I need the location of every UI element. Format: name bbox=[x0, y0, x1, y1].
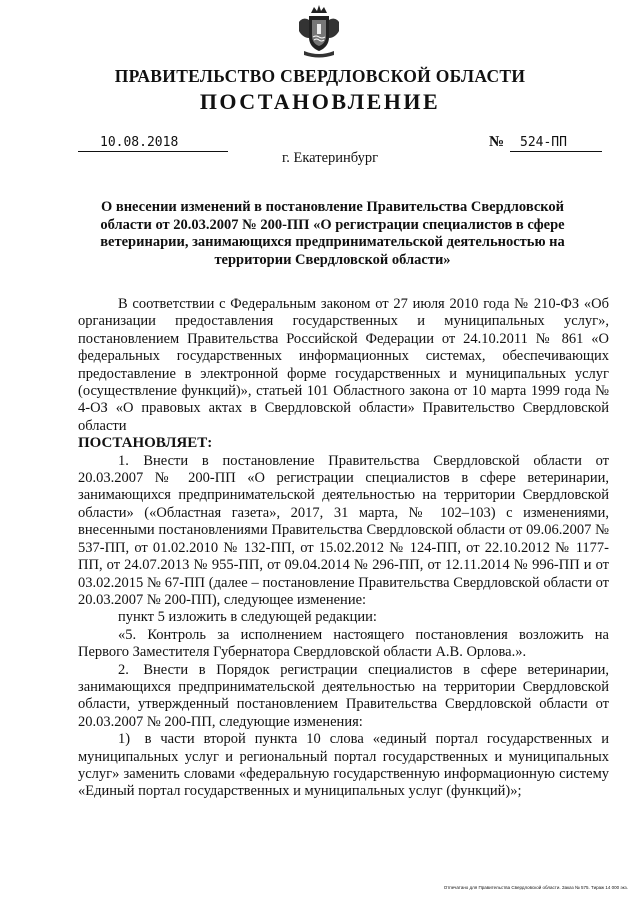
coat-of-arms-icon bbox=[296, 4, 342, 60]
number-sign: № bbox=[489, 134, 505, 150]
item-1-paragraph: 1. Внести в постановление Правительства Свердловской области от 20.03.2007 № 200-ПП «О регистрации специалистов в сфере ветеринарии, занимающихся предпринимательской деятельностью на территории Свердловской области» («Областная газета», 2017, 31 марта, № 102–103) с изменениями, внесенными постановлениями Правительства Свердловской области от 09.06.2007 № 537-ПП, от 01.02.2010 № 132-ПП, от 15.02.2012 № 124-ПП, от 22.10.2012 № 1177-ПП, от 24.07.2013 № 955-ПП, от 09.04.2014 № 296-ПП, от 12.11.2014 № 996-ПП и от 03.02.2015 № 67-ПП (далее – постановление Правительства Свердловской области от 20.03.2007 № 200-ПП), следующее изменение: bbox=[78, 452, 609, 608]
document-subject: О внесении изменений в постановление Правительства Свердловской области от 20.03.2007 № 200-ПП «О регистрации специалистов в сфере ветеринарии, занимающихся предпринимательской деятельностью на территории Свердловской области» bbox=[100, 199, 565, 268]
document-body bbox=[78, 296, 609, 801]
document-date: 10.08.2018 bbox=[78, 136, 228, 152]
item-2-paragraph: 2. Внести в Порядок регистрации специалистов в сфере ветеринарии, занимающихся предпринимательской деятельностью на территории Свердловской области, утвержденный постановлением Правительства Свердловской области от 20.03.2007 № 200-ПП, следующие изменения: bbox=[78, 661, 609, 730]
print-footer-note: Отпечатано для Правительства Свердловской области. Заказ № 575. Тираж 14 000 экз. bbox=[443, 885, 628, 890]
item-1-subparagraph: пункт 5 изложить в следующей редакции: bbox=[118, 609, 377, 626]
preamble-paragraph: В соответствии с Федеральным законом от 27 июля 2010 года № 210-ФЗ «Об организации предоставления государственных и муниципальных услуг», постановлением Правительства Российской Федерации от 24.10.2011 № 861 «О федеральных государственных информационных системах, обеспечивающих предоставление в электронной форме государственных и муниципальных услуг (осуществление функций)», статьей 101 Областного закона от 10 марта 1999 года № 4-ОЗ «О правовых актах в Свердловской области» Правительство Свердловской области bbox=[78, 296, 609, 434]
item-2-subitem-1: 1) в части второй пункта 10 слова «единый портал государственных и муниципальных услуг и региональный портал государственных и муниципальных услуг» заменить словами «федеральную государственную информационную систему «Единый портал государственных и муниципальных услуг (функций)»; bbox=[78, 731, 609, 800]
document-type-title: ПОСТАНОВЛЕНИЕ bbox=[199, 89, 441, 114]
document-number: 524-ПП bbox=[510, 136, 602, 152]
government-title: ПРАВИТЕЛЬСТВО СВЕРДЛОВСКОЙ ОБЛАСТИ bbox=[114, 66, 526, 86]
city-label: г. Екатеринбург bbox=[281, 150, 379, 166]
item-1-new-text: «5. Контроль за исполнением настоящего постановления возложить на Первого Заместителя Губернатора Свердловской области А.В. Орлова.». bbox=[78, 626, 609, 661]
resolves-heading: ПОСТАНОВЛЯЕТ: bbox=[78, 435, 213, 452]
